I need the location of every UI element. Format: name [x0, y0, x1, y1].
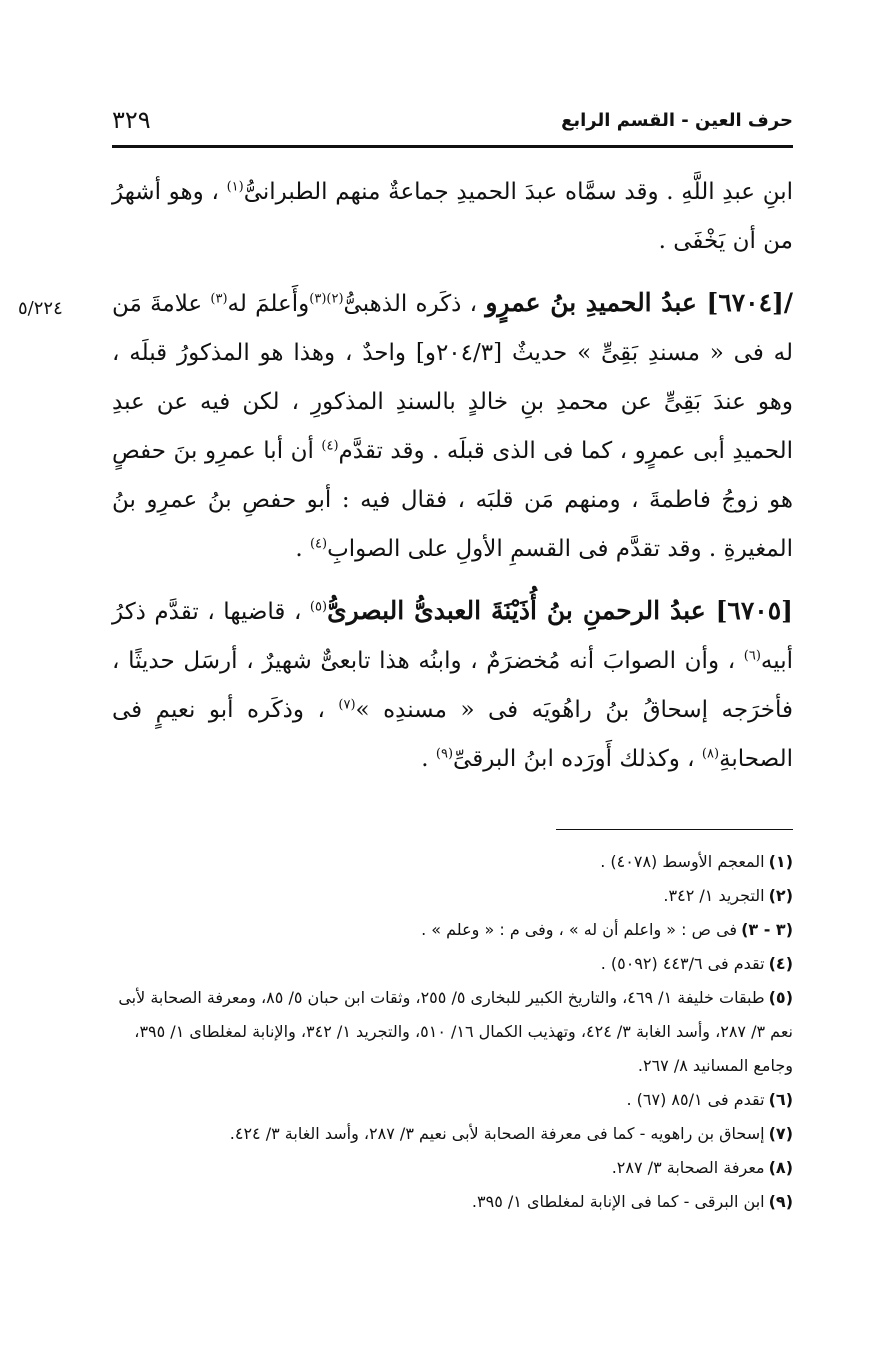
margin-reference: ٥/٢٢٤ — [18, 298, 63, 319]
page-header — [112, 100, 793, 140]
footnote-text: التجريد ١/ ٣٤٢. — [663, 886, 765, 905]
footnote-ref: (٩) — [435, 746, 454, 762]
footnote-text: المعجم الأوسط (٤٠٧٨) . — [600, 852, 765, 871]
text-run: أن أبا عمرِو بنَ حفصٍ هو زوجُ فاطمةَ ، ومنهم مَن قلبَه ، فقال فيه : أبو حفصِ بنُ عمرِو بنُ المغيرةِ . وقد تقدَّم فى القسمِ الأولِ على الصوابِ — [112, 438, 793, 562]
text-run: ، ذكَره الذهبىُّ — [343, 291, 486, 317]
footnote-text: تقدم فى ٤٤٣/٦ (٥٠٩٢) . — [600, 954, 765, 973]
footnote-number: (١) — [768, 852, 793, 871]
footnote-ref: (١) — [226, 179, 244, 195]
footnote-number: (٣ - ٣) — [741, 920, 793, 939]
footnote — [112, 1117, 793, 1151]
footnote-number: (٢) — [768, 886, 793, 905]
footnote-text: إسحاق بن راهويه - كما فى معرفة الصحابة لأبى نعيم ٣/ ٢٨٧، وأسد الغابة ٣/ ٤٢٤. — [229, 1124, 765, 1143]
text-run: ، وكذلك أَورَده ابنُ البرقىِّ — [453, 746, 702, 772]
footnote-rule — [556, 829, 793, 830]
text-run: وأَعلمَ له — [227, 291, 310, 317]
footnote — [112, 1185, 793, 1219]
footnote-number: (٩) — [768, 1192, 793, 1211]
footnote — [112, 879, 793, 913]
text-run: ، قاضيها ، تقدَّم ذكرُ أبيه — [112, 599, 793, 674]
footnote — [112, 1083, 793, 1117]
main-text — [112, 168, 793, 796]
footnote — [112, 845, 793, 879]
text-run: ابنِ عبدِ اللَّهِ . وقد سمَّاه عبدَ الحميدِ جماعةٌ منهم الطبرانىُّ — [243, 179, 794, 205]
text-run: . — [421, 746, 436, 772]
entry-number: /[٦٧٠٤] — [696, 288, 793, 317]
running-title: حرف العين - القسم الرابع — [561, 109, 793, 131]
footnote — [112, 981, 793, 1083]
footnote — [112, 913, 793, 947]
header-rule — [112, 145, 793, 148]
text-run: ، وهو أشهرُ من أن يَخْفَى . — [112, 179, 793, 254]
footnote-ref: (٢)(٣) — [309, 291, 344, 307]
footnote-text: تقدم فى ٨٥/١ (٦٧) . — [626, 1090, 765, 1109]
footnote-number: (٧) — [768, 1124, 793, 1143]
footnote — [112, 947, 793, 981]
footnotes — [112, 845, 793, 1219]
footnote-ref: (٥) — [309, 599, 328, 615]
page-number: ٣٢٩ — [112, 106, 151, 134]
entry-heading: عبدُ الحميدِ بنُ عمرٍو — [485, 288, 697, 317]
footnote-ref: (٨) — [701, 746, 720, 762]
footnote-number: (٨) — [768, 1158, 793, 1177]
text-run: . — [295, 536, 310, 562]
footnote-text: طبقات خليفة ١/ ٤٦٩، والتاريخ الكبير للبخارى ٥/ ٢٥٥، وثقات ابن حبان ٥/ ٨٥، ومعرفة الصحابة لأبى نعم ٣/ ٢٨٧، وأسد الغابة ٣/ ٤٢٤، وتهذيب الكمال ١٦/ ٥١٠، والتجريد ١/ ٣٤٢، والإنابة لمغلطاى ١/ ٣٩٥، وجامع المسانيد ٨/ ٢٦٧. — [118, 988, 793, 1075]
footnote-text: ابن البرقى - كما فى الإنابة لمغلطاى ١/ ٣٩٥. — [471, 1192, 765, 1211]
footnote-number: (٦) — [768, 1090, 793, 1109]
entry-number: [٦٧٠٥] — [705, 596, 793, 625]
footnote-ref: (٤) — [321, 438, 339, 454]
footnote — [112, 1151, 793, 1185]
text-run: علامةَ مَن له فى « مسندِ بَقِىٍّ » حديثٌ [٢٠٤/٣و] واحدٌ ، وهذا هو المذكورُ قبلَه ، وهو عندَ بَقِىٍّ عن محمدِ بنِ خالدٍ بالسندِ المذكورِ ، لكن فيه عن عبدِ الحميدِ أبى عمرٍو ، كما فى الذى قبلَه . وقد تقدَّم — [112, 291, 794, 464]
paragraph-1 — [112, 168, 793, 266]
entry-heading: عبدُ الرحمنِ بنُ أُذَيْنَةَ العبدىُّ البصرىُّ — [327, 596, 706, 625]
text-run: ، وذكَره أبو نعيمٍ فى الصحابةِ — [112, 697, 793, 772]
footnote-ref: (٤) — [309, 536, 328, 552]
footnote-ref: (٧) — [338, 697, 356, 713]
footnote-number: (٥) — [768, 988, 793, 1007]
footnote-text: معرفة الصحابة ٣/ ٢٨٧. — [611, 1158, 765, 1177]
entry-6705 — [112, 586, 793, 784]
footnote-text: فى ص : « واعلم أن له » ، وفى م : « وعلم » . — [421, 920, 738, 939]
footnote-ref: (٣) — [210, 291, 228, 307]
text-run: ، وأن الصوابَ أنه مُخضرَمٌ ، وابنُه هذا تابعىٌّ شهيرٌ ، أرسَل حديثًا ، فأخرَجه إسحاقُ بنُ راهُويَه فى « مسندِه » — [112, 648, 793, 723]
entry-6704 — [112, 278, 793, 574]
footnote-ref: (٦) — [743, 648, 761, 664]
footnote-number: (٤) — [768, 954, 793, 973]
